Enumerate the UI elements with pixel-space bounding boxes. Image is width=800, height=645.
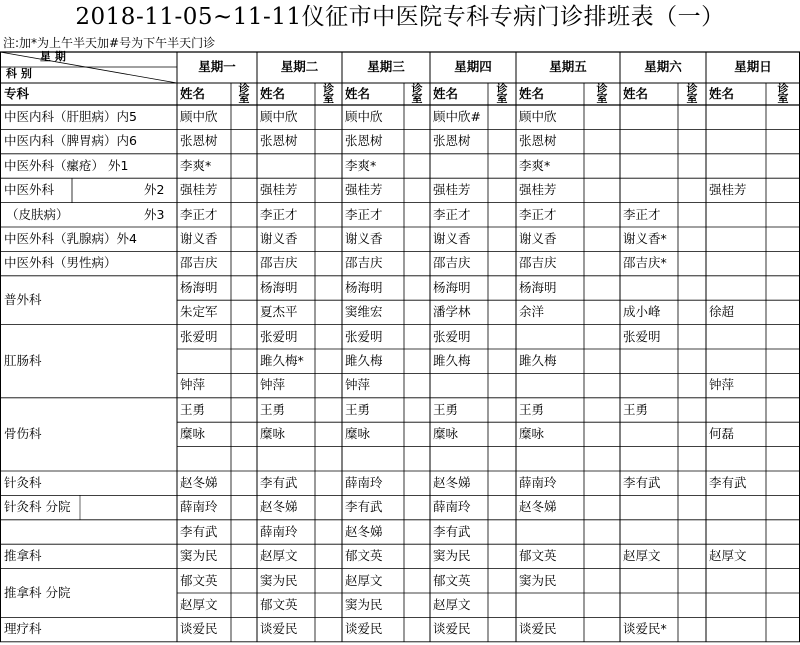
doctor-name-cell: 潘学林 <box>433 304 471 320</box>
doctor-name-cell: 糜咏 <box>345 426 371 442</box>
doctor-name-cell: 李正才 <box>180 206 218 222</box>
doctor-name-cell: 顾中欣 <box>519 109 557 124</box>
room-subheader: 诊室 <box>777 82 789 105</box>
dept-label: 针灸科 <box>4 475 42 490</box>
doctor-name-cell: 张恩树 <box>260 133 298 149</box>
doctor-name-cell: 雎久梅* <box>260 353 304 368</box>
doctor-name-cell: 窦为民 <box>433 548 471 564</box>
doctor-name-cell: 李爽* <box>180 157 212 173</box>
dept-label: 中医内科（肝胆病）内5 <box>4 109 137 124</box>
doctor-name-cell: 强桂芳 <box>433 182 471 198</box>
doctor-name-cell: 何磊 <box>709 426 735 442</box>
page-title: 2018-11-05~11-11仪征市中医院专科专病门诊排班表（一） <box>75 4 725 30</box>
doctor-name-cell: 薛南玲 <box>345 475 383 490</box>
name-subheader: 姓名 <box>709 86 735 101</box>
doctor-name-cell: 王勇 <box>345 401 371 417</box>
dept-label: 中医外科（男性病） <box>4 255 117 271</box>
doctor-name-cell: 李有武 <box>709 475 747 490</box>
doctor-name-cell: 谢义香 <box>180 231 218 246</box>
doctor-name-cell: 邵吉庆 <box>345 255 383 271</box>
doctor-name-cell: 雎久梅 <box>345 353 383 368</box>
doctor-name-cell: 杨海明 <box>433 279 471 295</box>
name-subheader: 姓名 <box>623 86 649 101</box>
dept-subheader: 专科 <box>4 86 30 101</box>
doctor-name-cell: 张爱明 <box>623 328 661 344</box>
day-header-2: 星期二 <box>280 59 319 74</box>
doctor-name-cell: 王勇 <box>260 401 286 417</box>
dept-label: 推拿科 <box>4 548 42 564</box>
day-header-3: 星期三 <box>367 59 405 74</box>
doctor-name-cell: 谈爱民* <box>623 621 667 637</box>
doctor-name-cell: 郁文英 <box>433 572 471 588</box>
doctor-name-cell: 郁文英 <box>519 548 557 564</box>
doctor-name-cell: 顾中欣# <box>433 109 481 124</box>
doctor-name-cell: 杨海明 <box>345 279 383 295</box>
doctor-name-cell: 杨海明 <box>180 279 218 295</box>
doctor-name-cell: 邵吉庆 <box>260 255 298 271</box>
doctor-name-cell: 谢义香 <box>260 231 298 246</box>
dept-label: 中医内科（脾胃病）内6 <box>4 133 137 149</box>
doctor-name-cell: 李有武 <box>260 475 298 490</box>
day-header-1: 星期一 <box>198 59 236 74</box>
doctor-name-cell: 郁文英 <box>260 597 298 612</box>
doctor-name-cell: 赵厚文 <box>709 548 747 564</box>
doctor-name-cell: 郁文英 <box>180 572 218 588</box>
doctor-name-cell: 谢义香 <box>345 231 383 246</box>
dept-label: 中医外科（瘰疮） 外1 <box>4 157 129 173</box>
doctor-name-cell: 张恩树 <box>345 133 383 149</box>
doctor-name-cell: 强桂芳 <box>519 182 557 198</box>
name-subheader: 姓名 <box>433 86 459 101</box>
doctor-name-cell: 赵厚文 <box>180 597 218 612</box>
doctor-name-cell: 杨海明 <box>260 279 298 295</box>
room-subheader: 诊室 <box>323 82 334 105</box>
dept-room-code: 外3 <box>144 206 165 222</box>
doctor-name-cell: 李正才 <box>519 206 557 222</box>
doctor-name-cell: 成小峰 <box>623 304 661 320</box>
doctor-name-cell: 李正才 <box>345 206 383 222</box>
doctor-name-cell: 朱定军 <box>180 304 218 320</box>
doctor-name-cell: 谢义香 <box>433 231 471 246</box>
doctor-name-cell: 糜咏 <box>180 426 206 442</box>
doctor-name-cell: 顾中欣 <box>345 109 383 124</box>
doctor-name-cell: 余洋 <box>519 304 545 320</box>
doctor-name-cell: 钟萍 <box>709 377 735 393</box>
doctor-name-cell: 赵厚文 <box>433 597 471 612</box>
room-subheader: 诊室 <box>411 82 423 105</box>
doctor-name-cell: 邵吉庆 <box>180 255 218 271</box>
doctor-name-cell: 雎久梅 <box>519 353 557 368</box>
doctor-name-cell: 王勇 <box>623 401 649 417</box>
room-subheader: 诊室 <box>596 82 608 105</box>
doctor-name-cell: 赵冬娣 <box>180 475 218 490</box>
doctor-name-cell: 邵吉庆* <box>623 255 667 271</box>
doctor-name-cell: 王勇 <box>433 401 459 417</box>
doctor-name-cell: 李有武 <box>623 475 661 490</box>
doctor-name-cell: 糜咏 <box>519 426 545 442</box>
doctor-name-cell: 张恩树 <box>519 133 557 149</box>
doctor-name-cell: 窦为民 <box>180 548 218 564</box>
doctor-name-cell: 张恩树 <box>433 133 471 149</box>
doctor-name-cell: 窦为民 <box>519 572 557 588</box>
doctor-name-cell: 薛南玲 <box>519 475 557 490</box>
doctor-name-cell: 李正才 <box>260 206 298 222</box>
note-text: 注:加*为上午半天加#号为下午半天门诊 <box>3 36 216 50</box>
name-subheader: 姓名 <box>260 86 286 101</box>
doctor-name-cell: 钟萍 <box>260 377 286 393</box>
doctor-name-cell: 夏杰平 <box>260 304 298 320</box>
doctor-name-cell: 李正才 <box>623 206 661 222</box>
room-subheader: 诊室 <box>686 82 698 105</box>
room-subheader: 诊室 <box>238 82 250 105</box>
name-subheader: 姓名 <box>519 86 545 101</box>
doctor-name-cell: 赵厚文 <box>623 548 661 564</box>
corner-label-dept: 科 别 <box>6 67 32 80</box>
day-header-6: 星期六 <box>644 59 682 74</box>
doctor-name-cell: 强桂芳 <box>345 182 383 198</box>
doctor-name-cell: 李有武 <box>433 523 471 539</box>
doctor-name-cell: 张爱明 <box>180 328 218 344</box>
dept-label: 中医外科（乳腺病）外4 <box>4 231 137 246</box>
doctor-name-cell: 钟萍 <box>180 377 206 393</box>
dept-label-merged: 骨伤科 <box>4 426 42 442</box>
doctor-name-cell: 薛南玲 <box>180 499 218 515</box>
doctor-name-cell: 杨海明 <box>519 279 557 295</box>
doctor-name-cell: 赵冬娣 <box>260 499 298 515</box>
doctor-name-cell: 强桂芳 <box>709 182 747 198</box>
doctor-name-cell: 谢义香 <box>519 231 557 246</box>
corner-label-day: 星 期 <box>40 50 66 63</box>
doctor-name-cell: 赵厚文 <box>345 572 383 588</box>
doctor-name-cell: 谈爱民 <box>519 621 557 637</box>
doctor-name-cell: 李爽* <box>345 157 377 173</box>
doctor-name-cell: 强桂芳 <box>180 182 218 198</box>
doctor-name-cell: 谈爱民 <box>345 621 383 637</box>
doctor-name-cell: 张爱明 <box>260 328 298 344</box>
dept-label: （皮肤病） <box>6 206 69 222</box>
doctor-name-cell: 顾中欣 <box>260 109 298 124</box>
doctor-name-cell: 张恩树 <box>180 133 218 149</box>
day-header-5: 星期五 <box>549 59 587 74</box>
doctor-name-cell: 糜咏 <box>260 426 286 442</box>
doctor-name-cell: 顾中欣 <box>180 109 218 124</box>
room-subheader: 诊室 <box>496 82 508 105</box>
doctor-name-cell: 赵厚文 <box>260 548 298 564</box>
doctor-name-cell: 糜咏 <box>433 426 459 442</box>
doctor-name-cell: 邵吉庆 <box>433 255 471 271</box>
day-header-4: 星期四 <box>454 59 492 74</box>
doctor-name-cell: 窦维宏 <box>345 304 383 320</box>
doctor-name-cell: 李有武 <box>345 499 383 515</box>
doctor-name-cell: 王勇 <box>519 401 545 417</box>
dept-label-merged: 推拿科 分院 <box>4 585 71 600</box>
doctor-name-cell: 赵冬娣 <box>345 523 383 539</box>
doctor-name-cell: 郁文英 <box>345 548 383 564</box>
doctor-name-cell: 薛南玲 <box>433 499 471 515</box>
doctor-name-cell: 李有武 <box>180 523 218 539</box>
doctor-name-cell: 强桂芳 <box>260 182 298 198</box>
name-subheader: 姓名 <box>180 86 206 101</box>
doctor-name-cell: 赵冬娣 <box>433 475 471 490</box>
doctor-name-cell: 窦为民 <box>345 597 383 612</box>
doctor-name-cell: 窦为民 <box>260 572 298 588</box>
doctor-name-cell: 薛南玲 <box>260 523 298 539</box>
doctor-name-cell: 雎久梅 <box>433 353 471 368</box>
doctor-name-cell: 钟萍 <box>345 377 371 393</box>
day-header-7: 星期日 <box>734 59 772 74</box>
dept-label-merged: 普外科 <box>4 292 42 308</box>
doctor-name-cell: 张爱明 <box>433 328 471 344</box>
name-subheader: 姓名 <box>345 86 371 101</box>
dept-label: 针灸科 分院 <box>4 499 71 515</box>
doctor-name-cell: 张爱明 <box>345 328 383 344</box>
dept-label: 中医外科 <box>4 182 55 198</box>
dept-label-merged: 肛肠科 <box>4 353 42 369</box>
doctor-name-cell: 李爽* <box>519 157 551 173</box>
dept-label: 理疗科 <box>4 621 42 637</box>
doctor-name-cell: 谈爱民 <box>260 621 298 637</box>
doctor-name-cell: 邵吉庆 <box>519 255 557 271</box>
doctor-name-cell: 徐超 <box>709 304 735 320</box>
doctor-name-cell: 谈爱民 <box>433 621 471 637</box>
doctor-name-cell: 谈爱民 <box>180 621 218 637</box>
doctor-name-cell: 李正才 <box>433 206 471 222</box>
doctor-name-cell: 谢义香* <box>623 231 667 246</box>
dept-room-code: 外2 <box>144 182 165 198</box>
doctor-name-cell: 王勇 <box>180 401 206 417</box>
doctor-name-cell: 赵冬娣 <box>519 499 557 515</box>
